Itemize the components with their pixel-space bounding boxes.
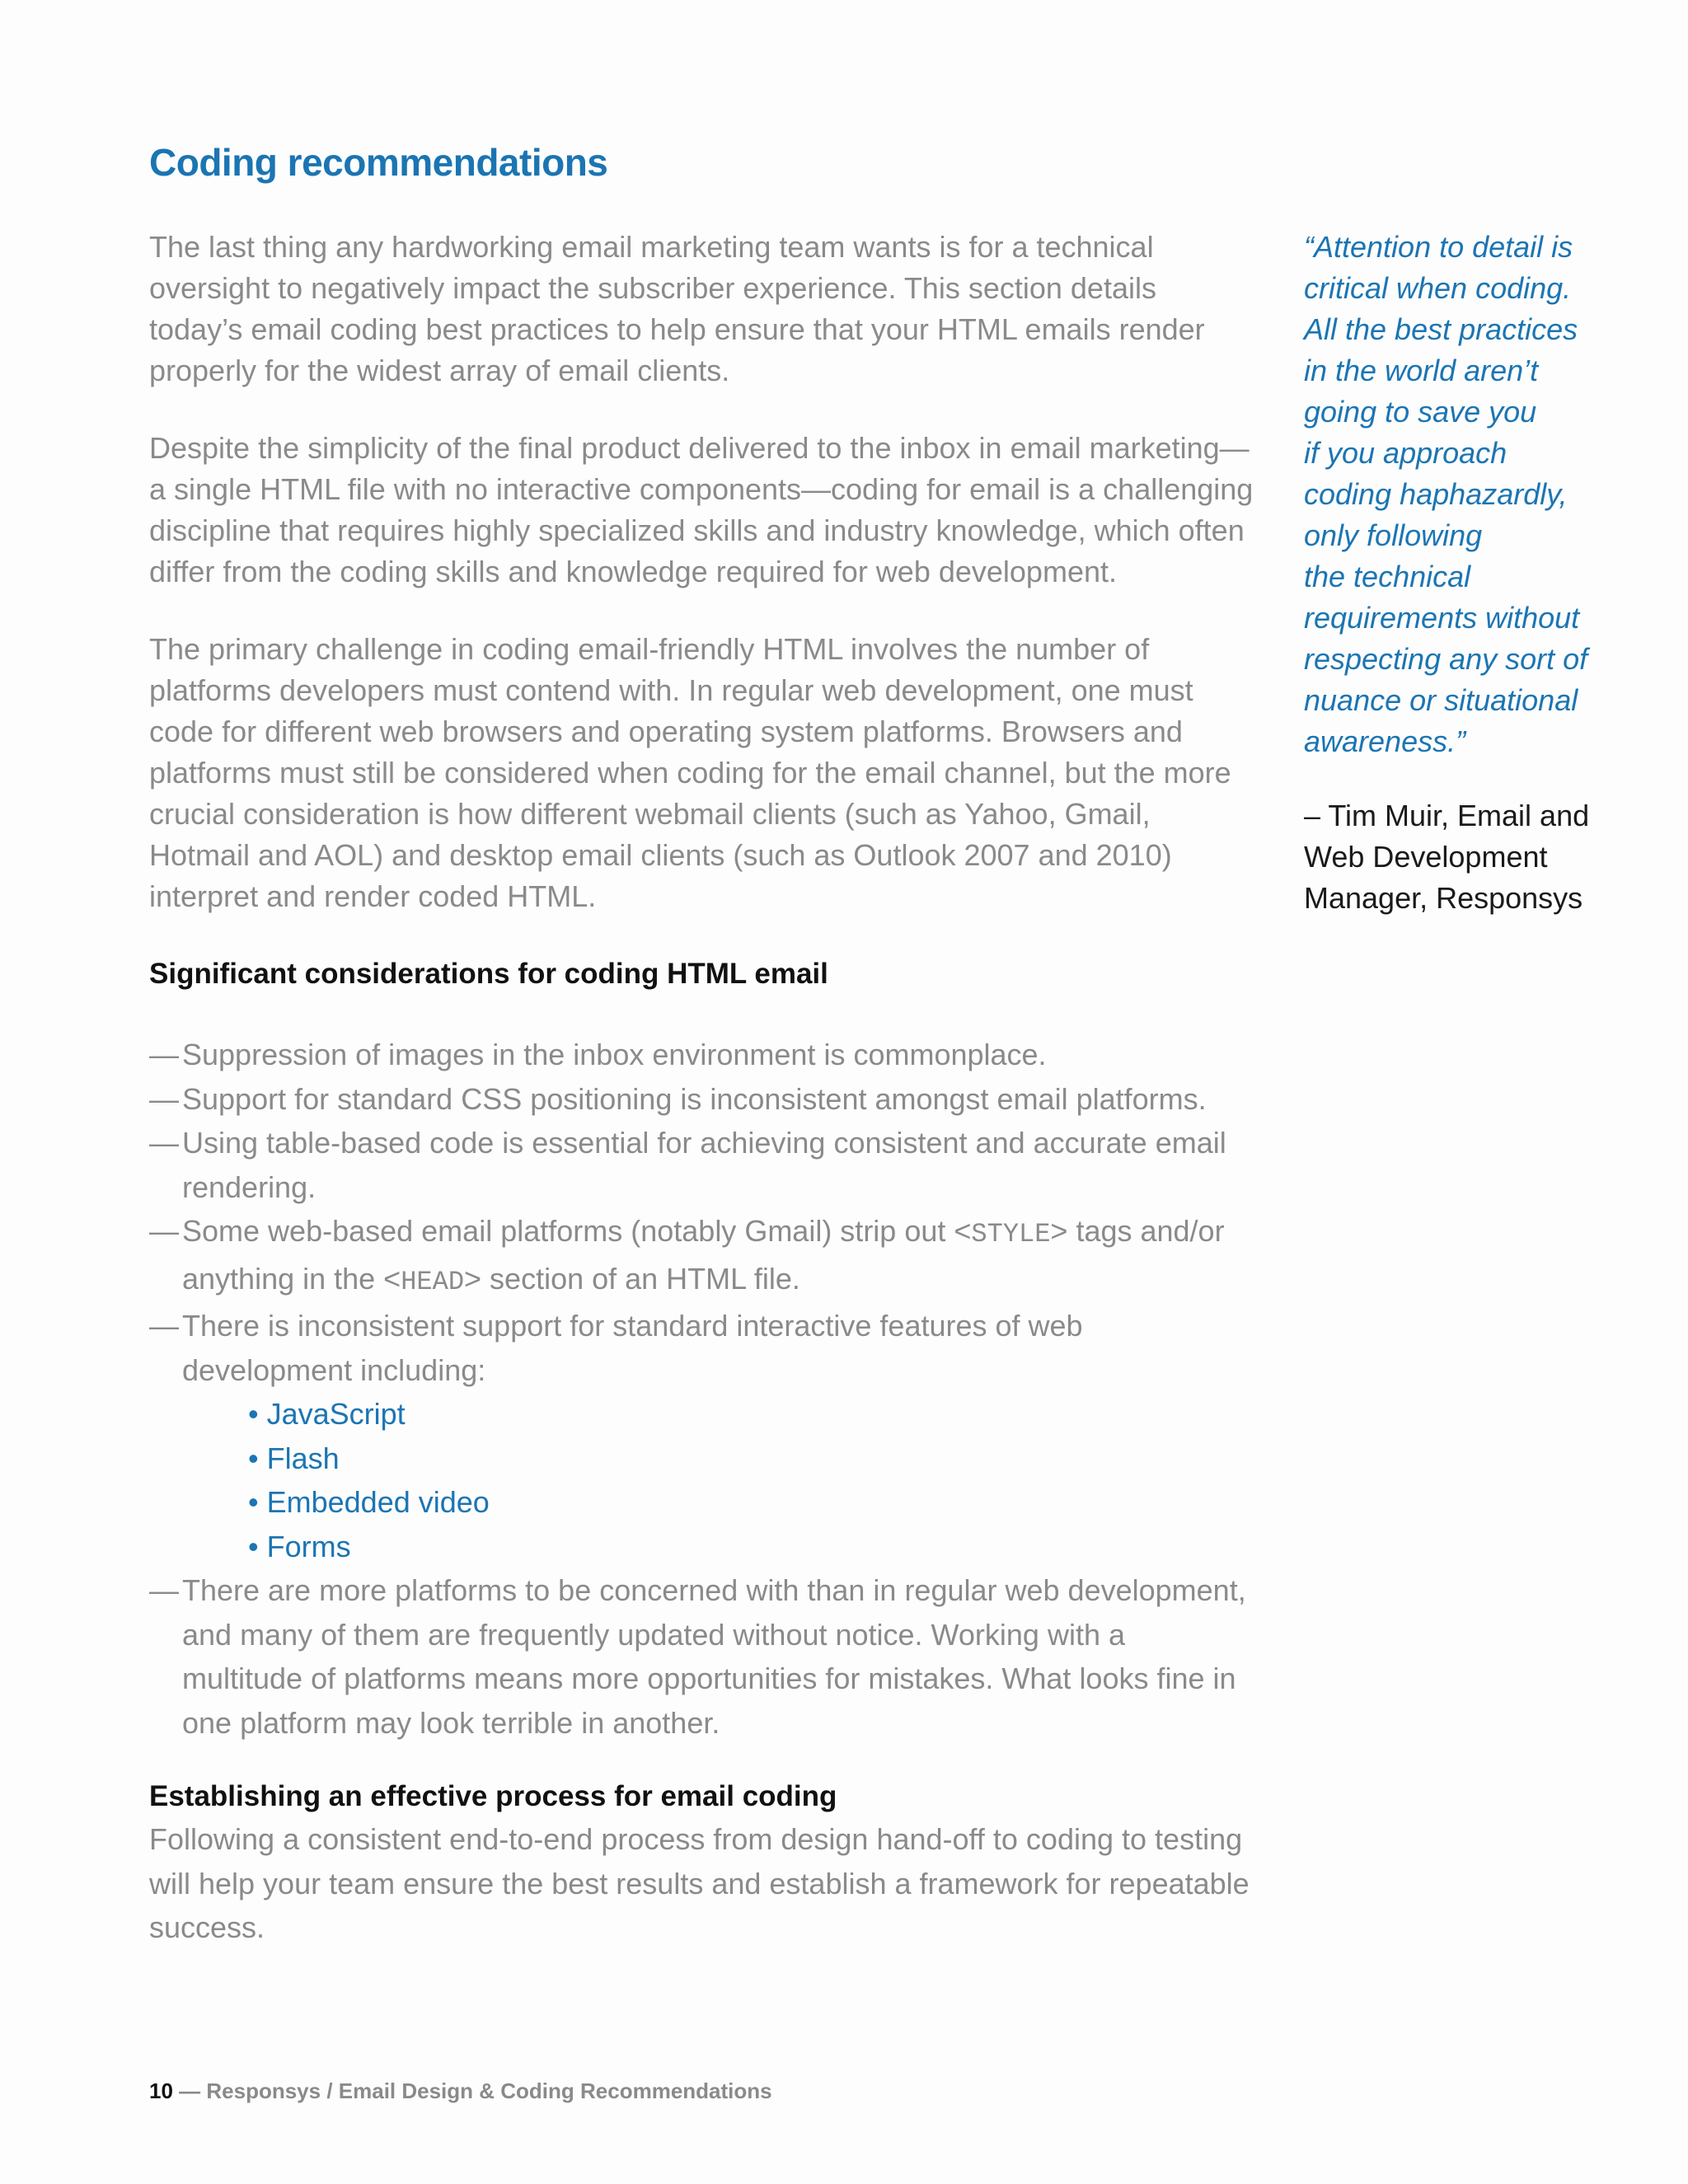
list-item xyxy=(149,1304,1254,1568)
list-item xyxy=(149,1077,1254,1122)
list-item-text: Support for standard CSS positioning is inconsistent amongst email platforms. xyxy=(182,1081,1207,1116)
dash-marker: — xyxy=(149,1573,179,1607)
intro-paragraph-2: Despite the simplicity of the final product delivered to the inbox in email marketing—a single HTML file with no interactive components—coding for email is a challenging discipline that requires highly specialized skills and industry knowledge, which often differ from the coding skills and knowledge required for web development. xyxy=(149,431,1254,588)
sublist-item-javascript: • JavaScript xyxy=(248,1397,406,1431)
list-item xyxy=(149,1033,1254,1077)
list-item-text: Suppression of images in the inbox environment is commonplace. xyxy=(182,1038,1047,1071)
considerations-list xyxy=(149,1033,1254,1745)
intro-paragraph-1: The last thing any hardworking email marketing team wants is for a technical oversight to negatively impact the subscriber experience. This section details today’s email coding best practices to help ensure that your HTML emails render properly for the widest array of email clients. xyxy=(149,230,1205,387)
list-item-text-a: Some web-based email platforms (notably Gmail) strip out < xyxy=(182,1214,972,1248)
footer-separator: — xyxy=(172,2079,207,2103)
dash-marker: — xyxy=(149,1214,179,1248)
list-item-text-b: > tags and/or anything in the < xyxy=(182,1214,1225,1296)
dash-marker: — xyxy=(149,1081,179,1116)
sublist-item-embedded-video: • Embedded video xyxy=(248,1485,490,1519)
quote-attribution: – Tim Muir, Email and Web Development Manager, Responsys xyxy=(1304,799,1590,915)
page-title: Coding recommendations xyxy=(149,141,608,184)
list-item xyxy=(149,1209,1254,1304)
page-footer xyxy=(149,2079,772,2104)
sublist-item-forms: • Forms xyxy=(248,1529,351,1563)
process-heading: Establishing an effective process for email coding xyxy=(149,1780,837,1812)
pull-quote-sidebar xyxy=(1304,227,1642,919)
code-head-tag: HEAD xyxy=(401,1266,465,1297)
footer-text: Responsys / Email Design & Coding Recommendations xyxy=(206,2079,772,2103)
list-item-text: There is inconsistent support for standard interactive features of web development including: xyxy=(182,1309,1083,1387)
considerations-heading: Significant considerations for coding HTML email xyxy=(149,958,828,990)
dash-marker: — xyxy=(149,1038,179,1071)
intro-paragraph-3: The primary challenge in coding email-friendly HTML involves the number of platforms developers must contend with. In regular web development, one must code for different web browsers and operating system platforms. Browsers and platforms must still be considered when coding for the email channel, but the more crucial consideration is how different webmail clients (such as Yahoo, Gmail, Hotmail and AOL) and desktop email clients (such as Outlook 2007 and 2010) interpret and render coded HTML. xyxy=(149,632,1231,913)
list-item xyxy=(149,1568,1254,1745)
list-item-text: Using table-based code is essential for achieving consistent and accurate email rendering. xyxy=(182,1126,1226,1204)
list-item-text: There are more platforms to be concerned with than in regular web development, and many of them are frequently updated without notice. Working with a multitude of platforms means more opportunities for mistakes. What looks fine in one platform may look terrible in another. xyxy=(182,1573,1246,1740)
code-style-tag: STYLE xyxy=(971,1219,1051,1249)
main-column xyxy=(149,227,1254,1950)
process-paragraph: Following a consistent end-to-end process from design hand-off to coding to testing will help your team ensure the best results and establish a framework for repeatable success. xyxy=(149,1822,1250,1944)
pull-quote: “Attention to detail is critical when coding. All the best practices in the world aren’t going to save you if you approach coding haphazardly, only following the technical requirements without respecting any sort of nuance or situational awareness.” xyxy=(1304,230,1588,758)
page-number: 10 xyxy=(149,2079,173,2103)
list-item xyxy=(149,1121,1254,1209)
dash-marker: — xyxy=(149,1126,179,1160)
list-item-text-c: > section of an HTML file. xyxy=(464,1261,800,1296)
interactive-features-sublist xyxy=(182,1392,1254,1568)
sublist-item-flash: • Flash xyxy=(248,1441,340,1475)
dash-marker: — xyxy=(149,1309,179,1343)
